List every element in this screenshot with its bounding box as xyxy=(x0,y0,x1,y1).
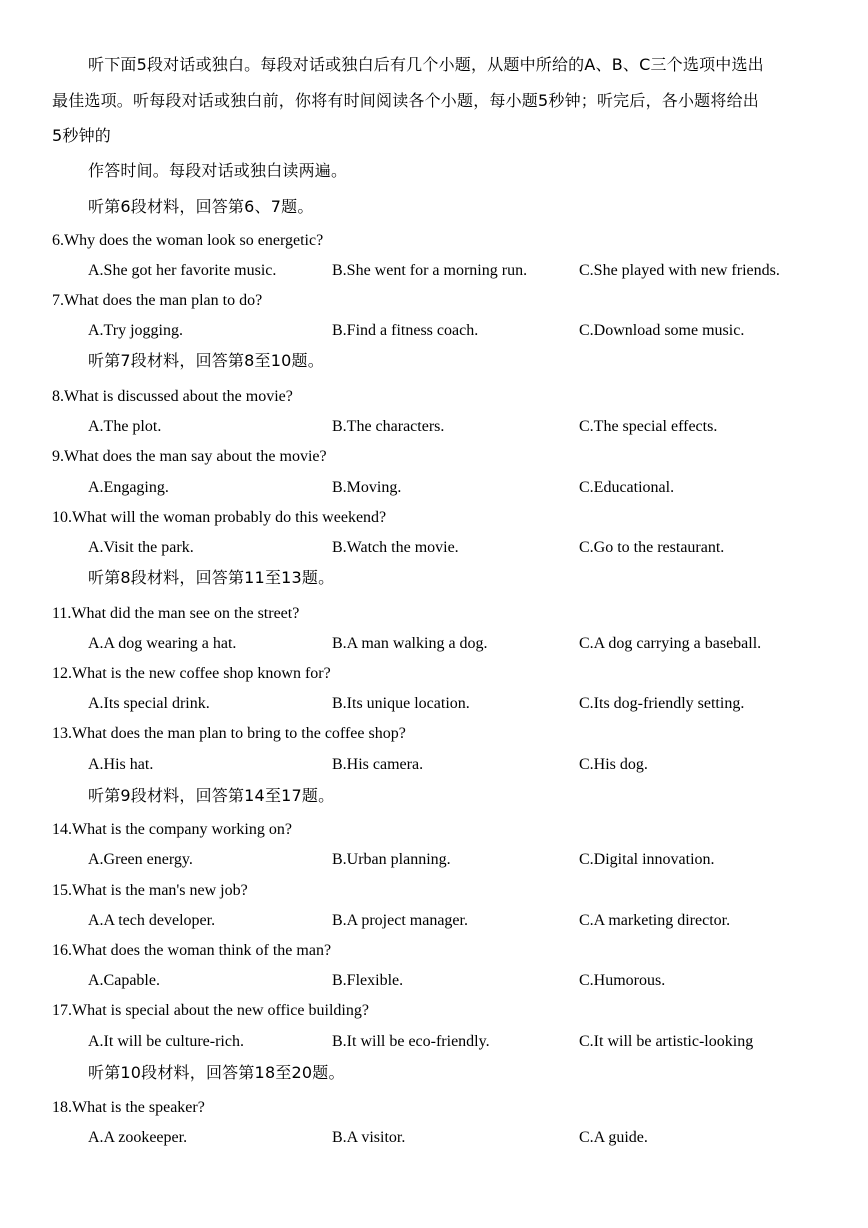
question-13: 13.What does the man plan to bring to the coffee shop? xyxy=(52,725,406,742)
question-18: 18.What is the speaker? xyxy=(52,1099,205,1116)
option-a: A.Green energy. xyxy=(88,851,193,868)
option-c: C.Download some music. xyxy=(579,322,745,339)
options-12 xyxy=(0,694,868,714)
options-10 xyxy=(0,538,868,558)
option-b: B.Moving. xyxy=(332,479,402,496)
option-c: C.A dog carrying a baseball. xyxy=(579,635,762,652)
question-17: 17.What is special about the new office building? xyxy=(52,1002,369,1019)
options-11 xyxy=(0,634,868,654)
option-b: B.His camera. xyxy=(332,756,424,773)
option-a: A.It will be culture-rich. xyxy=(88,1033,244,1050)
option-c: C.His dog. xyxy=(579,756,648,773)
question-16: 16.What does the woman think of the man? xyxy=(52,942,332,959)
options-15 xyxy=(0,911,868,931)
option-b: B.Its unique location. xyxy=(332,695,470,712)
option-c: C.Educational. xyxy=(579,479,675,496)
option-a: A.His hat. xyxy=(88,756,154,773)
options-7 xyxy=(0,321,868,341)
option-c: C.A marketing director. xyxy=(579,912,731,929)
options-17 xyxy=(0,1032,868,1052)
option-a: A.The plot. xyxy=(88,418,162,435)
options-9 xyxy=(0,478,868,498)
question-10: 10.What will the woman probably do this weekend? xyxy=(52,509,387,526)
question-6: 6.Why does the woman look so energetic? xyxy=(52,232,324,249)
instructions-line-4: 作答时间。每段对话或独白读两遍。 xyxy=(88,161,348,180)
option-c: C.Go to the restaurant. xyxy=(579,539,725,556)
option-c: C.Humorous. xyxy=(579,972,666,989)
option-a: A.A zookeeper. xyxy=(88,1129,188,1146)
option-b: B.It will be eco-friendly. xyxy=(332,1033,490,1050)
options-6 xyxy=(0,261,868,281)
option-b: B.A visitor. xyxy=(332,1129,406,1146)
option-b: B.Urban planning. xyxy=(332,851,451,868)
option-a: A.Try jogging. xyxy=(88,322,183,339)
option-a: A.Engaging. xyxy=(88,479,169,496)
option-c: C.She played with new friends. xyxy=(579,262,780,279)
option-a: A.Its special drink. xyxy=(88,695,210,712)
question-7: 7.What does the man plan to do? xyxy=(52,292,263,309)
question-12: 12.What is the new coffee shop known for? xyxy=(52,665,331,682)
options-16 xyxy=(0,971,868,991)
option-b: B.She went for a morning run. xyxy=(332,262,528,279)
option-a: A.Capable. xyxy=(88,972,160,989)
option-b: B.A man walking a dog. xyxy=(332,635,488,652)
option-b: B.Watch the movie. xyxy=(332,539,459,556)
options-14 xyxy=(0,850,868,870)
question-14: 14.What is the company working on? xyxy=(52,821,292,838)
options-8 xyxy=(0,417,868,437)
option-a: A.Visit the park. xyxy=(88,539,194,556)
option-c: C.The special effects. xyxy=(579,418,718,435)
section-header-8: 听第8段材料，回答第11至13题。 xyxy=(88,568,335,587)
option-b: B.Flexible. xyxy=(332,972,404,989)
option-b: B.The characters. xyxy=(332,418,445,435)
question-15: 15.What is the man's new job? xyxy=(52,882,248,899)
instructions-line-3: 5秒钟的 xyxy=(52,126,111,145)
option-b: B.Find a fitness coach. xyxy=(332,322,479,339)
option-b: B.A project manager. xyxy=(332,912,468,929)
question-8: 8.What is discussed about the movie? xyxy=(52,388,293,405)
instructions-line-2: 最佳选项。听每段对话或独白前，你将有时间阅读各个小题，每小题5秒钟；听完后，各小题将给出 xyxy=(52,91,759,110)
option-c: C.It will be artistic-looking xyxy=(579,1033,754,1050)
question-9: 9.What does the man say about the movie? xyxy=(52,448,327,465)
instructions-line-1: 听下面5段对话或独白。每段对话或独白后有几个小题，从题中所给的A、B、C三个选项中选出 xyxy=(88,55,764,74)
option-a: A.She got her favorite music. xyxy=(88,262,277,279)
options-13 xyxy=(0,755,868,775)
section-header-6: 听第6段材料，回答第6、7题。 xyxy=(88,197,314,216)
question-11: 11.What did the man see on the street? xyxy=(52,605,300,622)
option-a: A.A tech developer. xyxy=(88,912,216,929)
option-a: A.A dog wearing a hat. xyxy=(88,635,237,652)
section-header-9: 听第9段材料，回答第14至17题。 xyxy=(88,786,335,805)
option-c: C.Its dog-friendly setting. xyxy=(579,695,745,712)
options-18 xyxy=(0,1128,868,1148)
option-c: C.A guide. xyxy=(579,1129,648,1146)
section-header-7: 听第7段材料，回答第8至10题。 xyxy=(88,351,324,370)
option-c: C.Digital innovation. xyxy=(579,851,715,868)
section-header-10: 听第10段材料，回答第18至20题。 xyxy=(88,1063,345,1082)
